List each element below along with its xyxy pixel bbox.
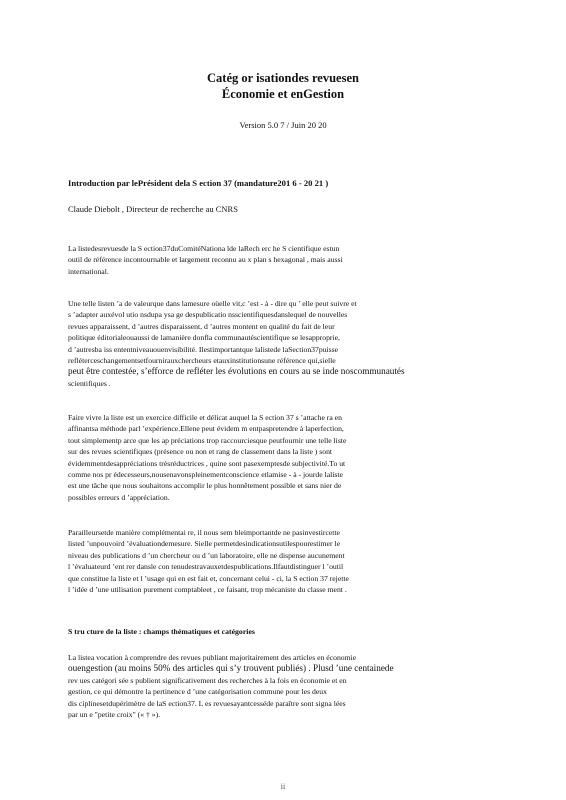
text-line: comme nos pr édecesseurs,nousenavonspleinementconscience etlamise - à - jourde laliste	[68, 470, 343, 480]
text-line: possibles erreurs d ’appréciation.	[68, 492, 170, 502]
text-line: politique éditorialeouaussi de lamanière donfla communautéscientifique se lesapproprie,	[68, 333, 340, 343]
text-line: Une telle listen ’a de valeurque dans lamesure oùelle vit,c ’est - à - dire qu ’ elle peut suivre et	[68, 299, 357, 308]
paragraph-3	[68, 412, 498, 503]
text-line: Parailleursetde manière complémentai re, il nous sem bleimportantde ne pasinvestircette	[68, 528, 340, 537]
text-line: La listea vocation à comprendre des revues publiant majoritairement des articles en économie	[68, 653, 357, 662]
text-line: tout simplementp arce que les ap préciations trop raccourciesque peutfournir une telle liste	[68, 435, 347, 445]
text-line: ouengestion (au moins 50% des articles qui s’y trouvent publiés) . Plusd ’une centainede	[68, 663, 394, 674]
version-line: Version 5.0 7 / Juin 20 20	[239, 120, 327, 130]
title-line-2: Économie et enGestion	[221, 87, 345, 101]
text-line: affinantsa méthode parl ’expérience.Ellene peut évidem m entpaspretendre à laperfection,	[68, 424, 344, 434]
text-line: niveau des publications d ’un chercheur ou d ’un laboratoire, elle ne dispense aucunement	[68, 550, 345, 560]
text-line: que constitue la liste et l ’usage qui en est fait et, concernant celui - ci, la S ection 37 rejette	[68, 573, 349, 583]
author-line: Claude Diebolt , Directeur de recherche au CNRS	[68, 204, 238, 214]
intro-heading: Introduction par lePrésident dela S ection 37 (mandature201 6 - 20 21 )	[68, 178, 329, 188]
text-line: refléterceschangementsetfournirauxchercheurs etauxinstitutionsune référence qui,sielle	[68, 356, 336, 366]
text-line: évidemmentdesappréciations trèsréductrices , quine sont pasexemptesde subjectivité.To ut	[68, 458, 346, 468]
text-line: s ’adapter auxévol utio nsdupa ysa ge despublicatio nsscientifiquesdanslequel de nouvelles	[68, 310, 348, 320]
text-line: La listedesrevuesde la S ection37duComitéNationa lde laRech erc he S cientifique estun	[68, 244, 340, 253]
text-line: d ’autresba iss ententniveauouenvisibilité. Ilestimportantque lalistede laSection37puisse	[68, 344, 339, 354]
paragraph-4	[68, 527, 498, 595]
text-line: international.	[68, 266, 109, 276]
text-line: revues apparaissent, d ’autres disparaissent, d ’autres montent en qualité du fait de leur	[68, 321, 335, 331]
text-line: peut être contestée, s’efforce de refléter les évolutions en cours au se inde noscommunautés	[68, 366, 405, 377]
text-line: par un e "petite croix" (« † »).	[68, 710, 161, 720]
text-line: scientifiques .	[68, 378, 111, 388]
text-line: est une tâche que nous souhaitons accomplir le plus honnêtement possible et sans nier de	[68, 481, 342, 491]
text-line: rev ues catégori sée s publient significativement des recherches à la fois en économie et en	[68, 675, 347, 685]
text-line: l ’idée d ’une utilisation purement comptableet , ce faisant, trop mécaniste du classe ment .	[68, 585, 347, 595]
paragraph-1	[68, 243, 498, 277]
text-line: sur des revues scientifiques (présence ou non et rang de classement dans la liste ) sont	[68, 447, 333, 457]
document-title	[68, 70, 498, 102]
text-line: outil de référence incontournable et largement reconnu au x plan s hexagonal , mais aussi	[68, 255, 343, 265]
title-line-1: Catég or isationdes revuesen	[207, 71, 359, 85]
page-number: ii	[280, 782, 286, 791]
text-line: l ’évaluateurd ’ent rer dansle con tenudestravauxetdespublications.Ilfautdistinguer l ’outil	[68, 562, 344, 572]
text-line: gestion, ce qui démontre la pertinence d ’une catégorisation commune pour les deux	[68, 687, 327, 697]
paragraph-5	[68, 652, 498, 720]
paragraph-2	[68, 298, 498, 389]
text-line: Faire vivre la liste est un exercice difficile et délicat auquel la S ection 37 s ’attache ra en	[68, 413, 342, 422]
text-line: dis ciplinesetdupérimètre de laS ection37. L es revuesayantcesséde paraître sont signa lées	[68, 698, 346, 708]
structure-heading: S tru cture de la liste : champs thématiques et catégories	[68, 627, 255, 636]
text-line: listed ’unpouvoird ’évaluationdemesure. Sielle permetdesindicationsutilespourestimer le	[68, 539, 340, 549]
